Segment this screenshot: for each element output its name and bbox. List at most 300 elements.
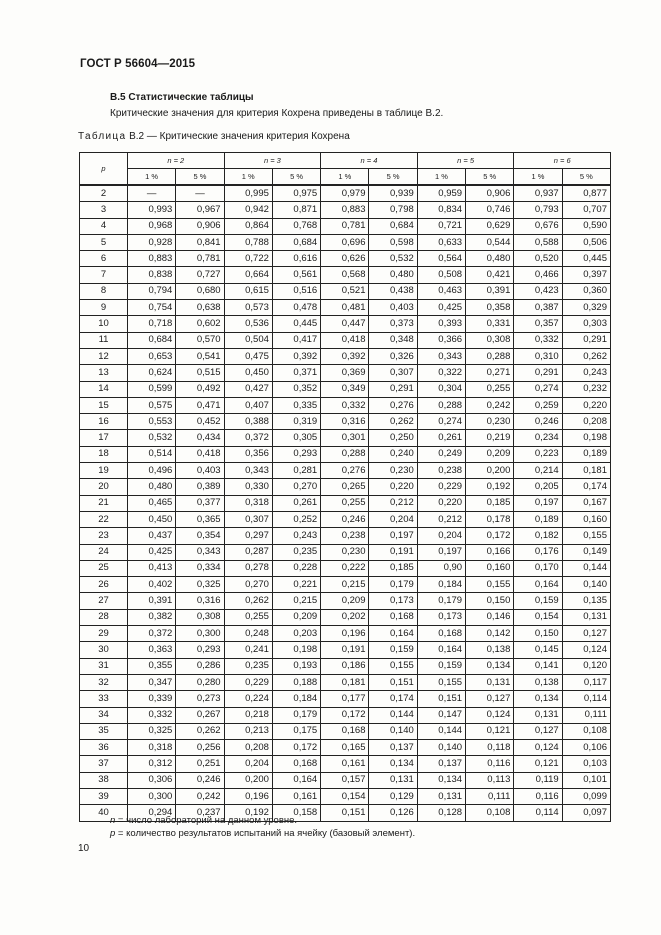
critical-value-cell: 0,421 — [466, 267, 514, 283]
critical-value-cell: 0,121 — [514, 756, 562, 772]
critical-value-cell: 0,251 — [176, 756, 224, 772]
critical-value-cell: 0,793 — [514, 202, 562, 218]
critical-value-cell: 0,521 — [321, 283, 369, 299]
critical-value-cell: 0,124 — [562, 642, 610, 658]
critical-value-cell: 0,178 — [466, 511, 514, 527]
critical-value-cell: 0,515 — [176, 365, 224, 381]
critical-value-cell: 0,140 — [369, 723, 417, 739]
critical-value-cell: 0,343 — [224, 463, 272, 479]
critical-value-cell: 0,624 — [128, 365, 176, 381]
critical-value-cell: 0,287 — [224, 544, 272, 560]
note-symbol: n — [110, 815, 116, 826]
p-value-cell: 36 — [80, 740, 128, 756]
critical-value-cell: 0,696 — [321, 234, 369, 250]
critical-value-cell: 0,573 — [224, 300, 272, 316]
p-value-cell: 17 — [80, 430, 128, 446]
critical-value-cell: 0,140 — [417, 740, 465, 756]
critical-value-cell: 0,727 — [176, 267, 224, 283]
critical-value-cell: 0,131 — [369, 772, 417, 788]
critical-value-cell: 0,942 — [224, 202, 272, 218]
critical-value-cell: 0,834 — [417, 202, 465, 218]
critical-value-cell: 0,417 — [272, 332, 320, 348]
critical-value-cell: 0,140 — [562, 577, 610, 593]
critical-value-cell: 0,330 — [224, 479, 272, 495]
critical-value-cell: 0,127 — [514, 723, 562, 739]
critical-value-cell: 0,532 — [128, 430, 176, 446]
table-row — [80, 234, 611, 250]
critical-value-cell: 0,200 — [466, 463, 514, 479]
subheader-1-percent: 1 % — [321, 169, 369, 186]
critical-value-cell: 0,155 — [562, 528, 610, 544]
table-row — [80, 577, 611, 593]
critical-value-cell: 0,967 — [176, 202, 224, 218]
critical-value-cell: 0,212 — [369, 495, 417, 511]
p-value-cell: 39 — [80, 788, 128, 804]
critical-value-cell: 0,234 — [514, 430, 562, 446]
critical-value-cell: 0,322 — [417, 365, 465, 381]
critical-value-cell: 0,356 — [224, 446, 272, 462]
critical-value-cell: 0,291 — [562, 332, 610, 348]
critical-value-cell: 0,134 — [466, 658, 514, 674]
critical-value-cell: 0,372 — [224, 430, 272, 446]
p-value-cell: 12 — [80, 348, 128, 364]
critical-value-cell: 0,616 — [272, 251, 320, 267]
critical-value-cell: 0,366 — [417, 332, 465, 348]
critical-value-cell: 0,137 — [417, 756, 465, 772]
critical-value-cell: 0,120 — [562, 658, 610, 674]
critical-value-cell: 0,638 — [176, 300, 224, 316]
critical-value-cell: 0,348 — [369, 332, 417, 348]
critical-value-cell: 0,173 — [369, 593, 417, 609]
critical-value-cell: 0,273 — [176, 691, 224, 707]
critical-value-cell: 0,937 — [514, 185, 562, 202]
critical-value-cell: 0,291 — [514, 365, 562, 381]
critical-value-cell: 0,968 — [128, 218, 176, 234]
critical-value-cell: 0,307 — [224, 511, 272, 527]
critical-value-cell: 0,118 — [466, 740, 514, 756]
critical-value-cell: 0,306 — [128, 772, 176, 788]
critical-value-cell: 0,214 — [514, 463, 562, 479]
critical-value-cell: 0,215 — [272, 593, 320, 609]
table-row — [80, 365, 611, 381]
p-value-cell: 40 — [80, 805, 128, 821]
critical-value-cell: 0,208 — [224, 740, 272, 756]
critical-value-cell: 0,161 — [321, 756, 369, 772]
critical-value-cell: 0,215 — [321, 577, 369, 593]
critical-value-cell: 0,174 — [562, 479, 610, 495]
critical-value-cell: 0,629 — [466, 218, 514, 234]
critical-value-cell: 0,349 — [321, 381, 369, 397]
critical-value-cell: 0,403 — [369, 300, 417, 316]
critical-value-cell: 0,445 — [562, 251, 610, 267]
critical-value-cell: 0,113 — [466, 772, 514, 788]
critical-value-cell: 0,293 — [272, 446, 320, 462]
critical-value-cell: 0,176 — [514, 544, 562, 560]
table-row — [80, 788, 611, 804]
critical-value-cell: 0,308 — [176, 609, 224, 625]
critical-value-cell: 0,413 — [128, 560, 176, 576]
critical-value-cell: 0,514 — [128, 446, 176, 462]
critical-value-cell: 0,204 — [417, 528, 465, 544]
critical-value-cell: 0,536 — [224, 316, 272, 332]
critical-value-cell: 0,134 — [417, 772, 465, 788]
critical-value-cell: 0,196 — [224, 788, 272, 804]
critical-value-cell: 0,466 — [514, 267, 562, 283]
critical-value-cell: 0,271 — [466, 365, 514, 381]
table-notes — [110, 814, 415, 840]
critical-value-cell: 0,316 — [321, 414, 369, 430]
critical-value-cell: 0,218 — [224, 707, 272, 723]
p-value-cell: 29 — [80, 626, 128, 642]
critical-value-cell: 0,228 — [272, 560, 320, 576]
critical-value-cell: 0,170 — [514, 560, 562, 576]
critical-value-cell: 0,382 — [128, 609, 176, 625]
critical-value-cell: 0,185 — [369, 560, 417, 576]
critical-value-cell: 0,721 — [417, 218, 465, 234]
critical-value-cell: 0,475 — [224, 348, 272, 364]
critical-value-cell: 0,262 — [176, 723, 224, 739]
group-header-n4: n = 4 — [321, 153, 418, 169]
critical-value-cell: 0,465 — [128, 495, 176, 511]
p-value-cell: 10 — [80, 316, 128, 332]
critical-value-cell: 0,111 — [466, 788, 514, 804]
critical-value-cell: 0,197 — [369, 528, 417, 544]
critical-value-cell: 0,308 — [466, 332, 514, 348]
critical-value-cell: 0,979 — [321, 185, 369, 202]
critical-value-cell: 0,220 — [369, 479, 417, 495]
p-value-cell: 37 — [80, 756, 128, 772]
critical-value-cell: 0,403 — [176, 463, 224, 479]
critical-value-cell: 0,598 — [369, 234, 417, 250]
critical-value-cell: 0,111 — [562, 707, 610, 723]
p-value-cell: 4 — [80, 218, 128, 234]
critical-value-cell: 0,754 — [128, 300, 176, 316]
critical-value-cell: 0,131 — [466, 674, 514, 690]
critical-value-cell: 0,131 — [562, 609, 610, 625]
critical-value-cell: 0,230 — [321, 544, 369, 560]
p-value-cell: 24 — [80, 544, 128, 560]
critical-value-cell: 0,664 — [224, 267, 272, 283]
critical-value-cell: 0,575 — [128, 397, 176, 413]
critical-value-cell: 0,220 — [417, 495, 465, 511]
critical-value-cell: 0,877 — [562, 185, 610, 202]
critical-value-cell: 0,164 — [272, 772, 320, 788]
critical-value-cell: 0,492 — [176, 381, 224, 397]
critical-value-cell: 0,325 — [128, 723, 176, 739]
critical-value-cell: 0,172 — [466, 528, 514, 544]
critical-value-cell: 0,106 — [562, 740, 610, 756]
critical-value-cell: 0,197 — [417, 544, 465, 560]
critical-value-cell: 0,906 — [466, 185, 514, 202]
critical-value-cell: 0,434 — [176, 430, 224, 446]
p-value-cell: 13 — [80, 365, 128, 381]
p-value-cell: 38 — [80, 772, 128, 788]
critical-value-cell: 0,270 — [224, 577, 272, 593]
critical-value-cell: 0,676 — [514, 218, 562, 234]
critical-value-cell: 0,480 — [128, 479, 176, 495]
critical-value-cell: 0,124 — [514, 740, 562, 756]
critical-value-cell: 0,172 — [321, 707, 369, 723]
critical-value-cell: 0,221 — [272, 577, 320, 593]
critical-value-cell: 0,198 — [272, 642, 320, 658]
critical-value-cell: 0,310 — [514, 348, 562, 364]
table-row — [80, 381, 611, 397]
subheader-5-percent: 5 % — [272, 169, 320, 186]
critical-value-cell: 0,208 — [562, 414, 610, 430]
critical-value-cell: 0,794 — [128, 283, 176, 299]
critical-value-cell: — — [128, 185, 176, 202]
table-row — [80, 332, 611, 348]
subheader-5-percent: 5 % — [562, 169, 610, 186]
critical-value-cell: 0,423 — [514, 283, 562, 299]
critical-value-cell: 0,159 — [417, 658, 465, 674]
critical-value-cell: 0,307 — [369, 365, 417, 381]
critical-value-cell: 0,255 — [224, 609, 272, 625]
critical-value-cell: 0,161 — [272, 788, 320, 804]
critical-value-cell: 0,255 — [321, 495, 369, 511]
p-value-cell: 6 — [80, 251, 128, 267]
critical-value-cell: 0,388 — [224, 414, 272, 430]
document-code: ГОСТ Р 56604—2015 — [80, 58, 196, 70]
critical-value-cell: 0,149 — [562, 544, 610, 560]
critical-value-cell: 0,599 — [128, 381, 176, 397]
critical-value-cell: 0,363 — [128, 642, 176, 658]
critical-value-cell: 0,131 — [417, 788, 465, 804]
critical-value-cell: 0,124 — [466, 707, 514, 723]
subheader-5-percent: 5 % — [369, 169, 417, 186]
p-value-cell: 32 — [80, 674, 128, 690]
critical-value-cell: 0,471 — [176, 397, 224, 413]
critical-value-cell: 0,331 — [466, 316, 514, 332]
critical-value-cell: 0,928 — [128, 234, 176, 250]
critical-value-cell: 0,179 — [369, 577, 417, 593]
p-value-cell: 11 — [80, 332, 128, 348]
critical-value-cell: 0,165 — [321, 740, 369, 756]
critical-value-cell: 0,326 — [369, 348, 417, 364]
critical-value-cell: 0,166 — [466, 544, 514, 560]
p-value-cell: 30 — [80, 642, 128, 658]
critical-value-cell: 0,144 — [369, 707, 417, 723]
critical-value-cell: 0,355 — [128, 658, 176, 674]
critical-value-cell: 0,270 — [272, 479, 320, 495]
p-value-cell: 25 — [80, 560, 128, 576]
critical-value-cell: 0,437 — [128, 528, 176, 544]
critical-value-cell: 0,164 — [369, 626, 417, 642]
critical-value-cell: 0,103 — [562, 756, 610, 772]
critical-value-cell: 0,871 — [272, 202, 320, 218]
note-p — [110, 827, 415, 840]
critical-value-cell: 0,179 — [417, 593, 465, 609]
critical-value-cell: 0,138 — [466, 642, 514, 658]
critical-value-cell: 0,181 — [562, 463, 610, 479]
critical-value-cell: 0,781 — [321, 218, 369, 234]
critical-value-cell: 0,174 — [369, 691, 417, 707]
critical-value-cell: 0,447 — [321, 316, 369, 332]
critical-value-cell: 0,939 — [369, 185, 417, 202]
critical-value-cell: 0,281 — [272, 463, 320, 479]
critical-value-cell: 0,373 — [369, 316, 417, 332]
critical-value-cell: 0,262 — [562, 348, 610, 364]
critical-value-cell: 0,354 — [176, 528, 224, 544]
critical-value-cell: 0,480 — [369, 267, 417, 283]
critical-value-cell: 0,160 — [466, 560, 514, 576]
critical-value-cell: 0,237 — [176, 805, 224, 821]
critical-value-cell: 0,155 — [417, 674, 465, 690]
critical-value-cell: 0,179 — [272, 707, 320, 723]
table-row — [80, 674, 611, 690]
critical-value-cell: 0,150 — [514, 626, 562, 642]
critical-value-cell: 0,182 — [514, 528, 562, 544]
critical-value-cell: 0,570 — [176, 332, 224, 348]
p-value-cell: 27 — [80, 593, 128, 609]
critical-value-cell: 0,151 — [321, 805, 369, 821]
critical-value-cell: 0,906 — [176, 218, 224, 234]
critical-value-cell: 0,303 — [562, 316, 610, 332]
critical-value-cell: 0,358 — [466, 300, 514, 316]
critical-value-cell: 0,168 — [321, 723, 369, 739]
critical-value-cell: 0,252 — [272, 511, 320, 527]
critical-value-cell: 0,191 — [369, 544, 417, 560]
subheader-1-percent: 1 % — [128, 169, 176, 186]
critical-value-cell: 0,241 — [224, 642, 272, 658]
subheader-5-percent: 5 % — [466, 169, 514, 186]
critical-value-cell: 0,300 — [176, 626, 224, 642]
table-row — [80, 463, 611, 479]
critical-value-cell: 0,184 — [272, 691, 320, 707]
critical-value-cell: 0,114 — [562, 691, 610, 707]
p-value-cell: 23 — [80, 528, 128, 544]
critical-value-cell: 0,220 — [562, 397, 610, 413]
critical-value-cell: 0,097 — [562, 805, 610, 821]
critical-value-cell: 0,334 — [176, 560, 224, 576]
critical-value-cell: 0,332 — [321, 397, 369, 413]
critical-value-cell: 0,389 — [176, 479, 224, 495]
critical-value-cell: 0,164 — [417, 642, 465, 658]
critical-value-cell: 0,276 — [369, 397, 417, 413]
critical-value-cell: 0,238 — [321, 528, 369, 544]
critical-value-cell: 0,181 — [321, 674, 369, 690]
critical-value-cell: 0,151 — [417, 691, 465, 707]
critical-value-cell: 0,343 — [176, 544, 224, 560]
table-row — [80, 267, 611, 283]
critical-value-cell: 0,425 — [128, 544, 176, 560]
critical-value-cell: — — [176, 185, 224, 202]
critical-value-cell: 0,154 — [514, 609, 562, 625]
critical-value-cell: 0,159 — [369, 642, 417, 658]
critical-value-cell: 0,450 — [224, 365, 272, 381]
p-value-cell: 9 — [80, 300, 128, 316]
critical-value-cell: 0,099 — [562, 788, 610, 804]
critical-value-cell: 0,147 — [417, 707, 465, 723]
critical-value-cell: 0,480 — [466, 251, 514, 267]
critical-value-cell: 0,397 — [562, 267, 610, 283]
p-value-cell: 8 — [80, 283, 128, 299]
critical-value-cell: 0,288 — [417, 397, 465, 413]
critical-value-cell: 0,297 — [224, 528, 272, 544]
critical-value-cell: 0,452 — [176, 414, 224, 430]
critical-value-cell: 0,262 — [224, 593, 272, 609]
critical-value-cell: 0,223 — [514, 446, 562, 462]
cochran-critical-values-table — [79, 152, 611, 822]
critical-value-cell: 0,232 — [562, 381, 610, 397]
section-text: Критические значения для критерия Кохрена приведены в таблице В.2. — [110, 108, 444, 119]
critical-value-cell: 0,256 — [176, 740, 224, 756]
critical-value-cell: 0,746 — [466, 202, 514, 218]
critical-value-cell: 0,516 — [272, 283, 320, 299]
table-row — [80, 544, 611, 560]
p-value-cell: 33 — [80, 691, 128, 707]
critical-value-cell: 0,189 — [514, 511, 562, 527]
p-value-cell: 2 — [80, 185, 128, 202]
critical-value-cell: 0,788 — [224, 234, 272, 250]
critical-value-cell: 0,168 — [417, 626, 465, 642]
critical-value-cell: 0,128 — [417, 805, 465, 821]
critical-value-cell: 0,157 — [321, 772, 369, 788]
table-row — [80, 528, 611, 544]
critical-value-cell: 0,164 — [514, 577, 562, 593]
critical-value-cell: 0,172 — [272, 740, 320, 756]
critical-value-cell: 0,304 — [417, 381, 465, 397]
critical-value-cell: 0,993 — [128, 202, 176, 218]
critical-value-cell: 0,301 — [321, 430, 369, 446]
critical-value-cell: 0,332 — [514, 332, 562, 348]
table-row — [80, 609, 611, 625]
critical-value-cell: 0,145 — [514, 642, 562, 658]
critical-value-cell: 0,590 — [562, 218, 610, 234]
critical-value-cell: 0,407 — [224, 397, 272, 413]
critical-value-cell: 0,602 — [176, 316, 224, 332]
table-row — [80, 397, 611, 413]
critical-value-cell: 0,229 — [417, 479, 465, 495]
critical-value-cell: 0,154 — [321, 788, 369, 804]
critical-value-cell: 0,235 — [224, 658, 272, 674]
critical-value-cell: 0,204 — [224, 756, 272, 772]
table-row — [80, 479, 611, 495]
critical-value-cell: 0,108 — [562, 723, 610, 739]
critical-value-cell: 0,209 — [466, 446, 514, 462]
note-text: = количество результатов испытаний на ячейку (базовый элемент). — [115, 828, 416, 839]
critical-value-cell: 0,568 — [321, 267, 369, 283]
table-caption-prefix: Таблица — [78, 131, 127, 142]
critical-value-cell: 0,387 — [514, 300, 562, 316]
subheader-1-percent: 1 % — [514, 169, 562, 186]
critical-value-cell: 0,347 — [128, 674, 176, 690]
table-row — [80, 756, 611, 772]
critical-value-cell: 0,117 — [562, 674, 610, 690]
critical-value-cell: 0,135 — [562, 593, 610, 609]
p-value-cell: 3 — [80, 202, 128, 218]
critical-value-cell: 0,249 — [417, 446, 465, 462]
critical-value-cell: 0,478 — [272, 300, 320, 316]
critical-value-cell: 0,144 — [417, 723, 465, 739]
critical-value-cell: 0,250 — [369, 430, 417, 446]
critical-value-cell: 0,127 — [562, 626, 610, 642]
critical-value-cell: 0,427 — [224, 381, 272, 397]
critical-value-cell: 0,151 — [369, 674, 417, 690]
p-value-cell: 18 — [80, 446, 128, 462]
critical-value-cell: 0,392 — [272, 348, 320, 364]
critical-value-cell: 0,402 — [128, 577, 176, 593]
table-row — [80, 593, 611, 609]
table-row — [80, 626, 611, 642]
critical-value-cell: 0,177 — [321, 691, 369, 707]
critical-value-cell: 0,198 — [562, 430, 610, 446]
critical-value-cell: 0,141 — [514, 658, 562, 674]
table-row — [80, 772, 611, 788]
critical-value-cell: 0,418 — [176, 446, 224, 462]
critical-value-cell: 0,119 — [514, 772, 562, 788]
table-row — [80, 202, 611, 218]
